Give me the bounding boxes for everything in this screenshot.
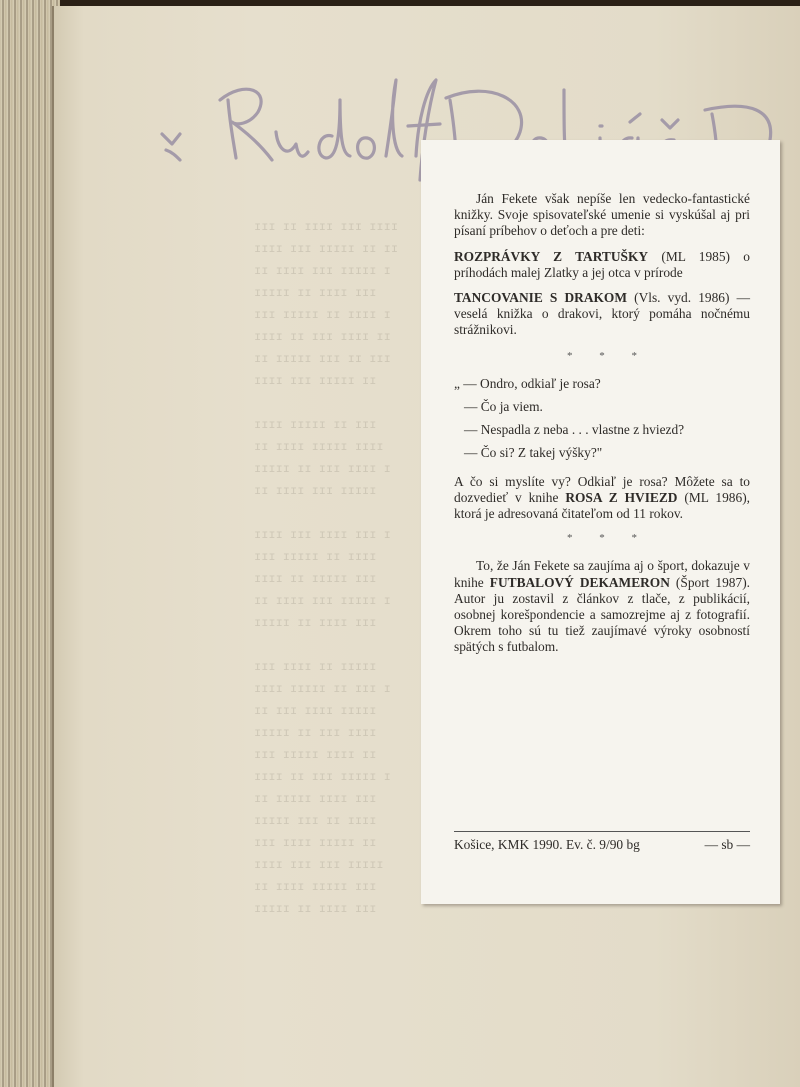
imprint-footer (454, 837, 750, 853)
rosa-paragraph (454, 474, 750, 523)
section-divider: * * * (567, 532, 649, 545)
paragraph-text: (ML 1986), ktorá je adresovaná čitateľom od 11 rokov. (454, 489, 750, 522)
dialog-line: — Čo ja viem. (464, 399, 543, 415)
dialog-line: „ — Ondro, odkiaľ je rosa? (454, 375, 601, 391)
book-entry-drakom (454, 290, 750, 339)
paragraph-text: To, že Ján Fekete sa zaujíma aj o šport, dokazuje v knihe (454, 558, 750, 590)
dialog-line: — Čo si? Z takej výšky?" (464, 445, 603, 461)
book-title: ROSA Z HVIEZD (565, 489, 678, 505)
book-page-edges (0, 0, 60, 1087)
paragraph-text: A čo si myslíte vy? Odkiaľ je rosa? Môžete sa to dozvedieť v knihe (454, 473, 750, 505)
book-title: FUTBALOVÝ DEKAMERON (489, 574, 670, 590)
book-description: (Vls. vyd. 1986) — veselá knižka o drakovi, ktorý pomáha nočnému strážnikovi. (454, 290, 750, 338)
book-title: ROZPRÁVKY Z TARTUŠKY (454, 248, 649, 264)
book-description: (ML 1985) o príhodách malej Zlatky a jej otca v prírode (454, 248, 750, 280)
book-title: TANCOVANIE S DRAKOM (454, 290, 627, 306)
inserted-note-slip (421, 140, 780, 904)
footer-rule (454, 831, 750, 832)
paragraph-text: (Šport 1987). Autor ju zostavil z článkov z tlače, z publikácií, osobnej korešpondencie a samozrejme aj z fotografií. Okrem toho sú tu tiež zaujímavé výroky osobností spätých s futbalom. (454, 574, 750, 655)
imprint-info: Košice, KMK 1990. Ev. č. 9/90 bg (454, 837, 640, 852)
futbal-paragraph (454, 558, 750, 655)
intro-paragraph: Ján Fekete však nepíše len vedecko-fantastické knižky. Svoje spisovateľské umenie si vyskúšal aj pri písaní príbehov o deťoch a pre deti: (454, 191, 750, 239)
dialog-line: — Nespadla z neba . . . vlastne z hviezd? (464, 422, 685, 438)
quoted-dialog (454, 376, 750, 462)
section-divider: * * * (567, 349, 649, 362)
book-entry-tartusky (454, 249, 750, 281)
bleed-through-text: ɪɪɪ ɪɪ ɪɪɪɪ ɪɪɪ ɪɪɪɪ ɪɪɪɪ ɪɪɪ ɪɪɪɪɪ ɪɪ ɪɪ ɪɪ ɪɪɪɪ ɪɪɪ ɪɪɪɪɪ ɪ ɪɪɪɪɪ ɪɪ ɪɪɪɪ ɪɪɪ ɪɪɪ ɪɪɪɪɪ ɪɪ ɪɪɪɪ ɪ ɪɪɪɪ ɪɪ ɪɪɪ ɪɪɪɪ ɪɪ ɪɪ ɪɪɪɪɪ ɪɪɪ ɪɪ ɪɪɪ ɪɪɪɪ ɪɪɪ ɪɪɪɪɪ ɪɪ ɪɪɪɪ ɪɪɪɪɪ ɪɪ ɪɪɪ ɪɪ ɪɪɪɪ ɪɪɪɪɪ ɪɪɪɪ ɪɪɪɪɪ ɪɪ ɪɪɪ ɪɪɪɪ ɪ ɪɪ ɪɪɪɪ ɪɪɪ ɪɪɪɪɪ ɪɪɪɪ ɪɪɪ ɪɪɪɪ ɪɪɪ ɪ ɪɪɪ ɪɪɪɪɪ ɪɪ ɪɪɪɪ ɪɪɪɪ ɪɪ ɪɪɪɪɪ ɪɪɪ ɪɪ ɪɪɪɪ ɪɪɪ ɪɪɪɪɪ ɪ ɪɪɪɪɪ ɪɪ ɪɪɪɪ ɪɪɪ ɪɪɪ ɪɪɪɪ ɪɪ ɪɪɪɪɪ ɪɪɪɪ ɪɪɪɪɪ ɪɪ ɪɪɪ ɪ ɪɪ ɪɪɪ ɪɪɪɪ ɪɪɪɪɪ ɪɪɪɪɪ ɪɪ ɪɪɪ ɪɪɪɪ ɪɪɪ ɪɪɪɪɪ ɪɪɪɪ ɪɪ ɪɪɪɪ ɪɪ ɪɪɪ ɪɪɪɪɪ ɪ ɪɪ ɪɪɪɪɪ ɪɪɪɪ ɪɪɪ ɪɪɪɪɪ ɪɪɪ ɪɪ ɪɪɪɪ ɪɪɪ ɪɪɪɪ ɪɪɪɪɪ ɪɪ ɪɪɪɪ ɪɪɪ ɪɪɪ ɪɪɪɪɪ ɪɪ ɪɪɪɪ ɪɪɪɪɪ ɪɪɪ ɪɪɪɪɪ ɪɪ ɪɪɪɪ ɪɪɪ (254, 220, 399, 916)
author-initials: — sb — (704, 837, 750, 852)
